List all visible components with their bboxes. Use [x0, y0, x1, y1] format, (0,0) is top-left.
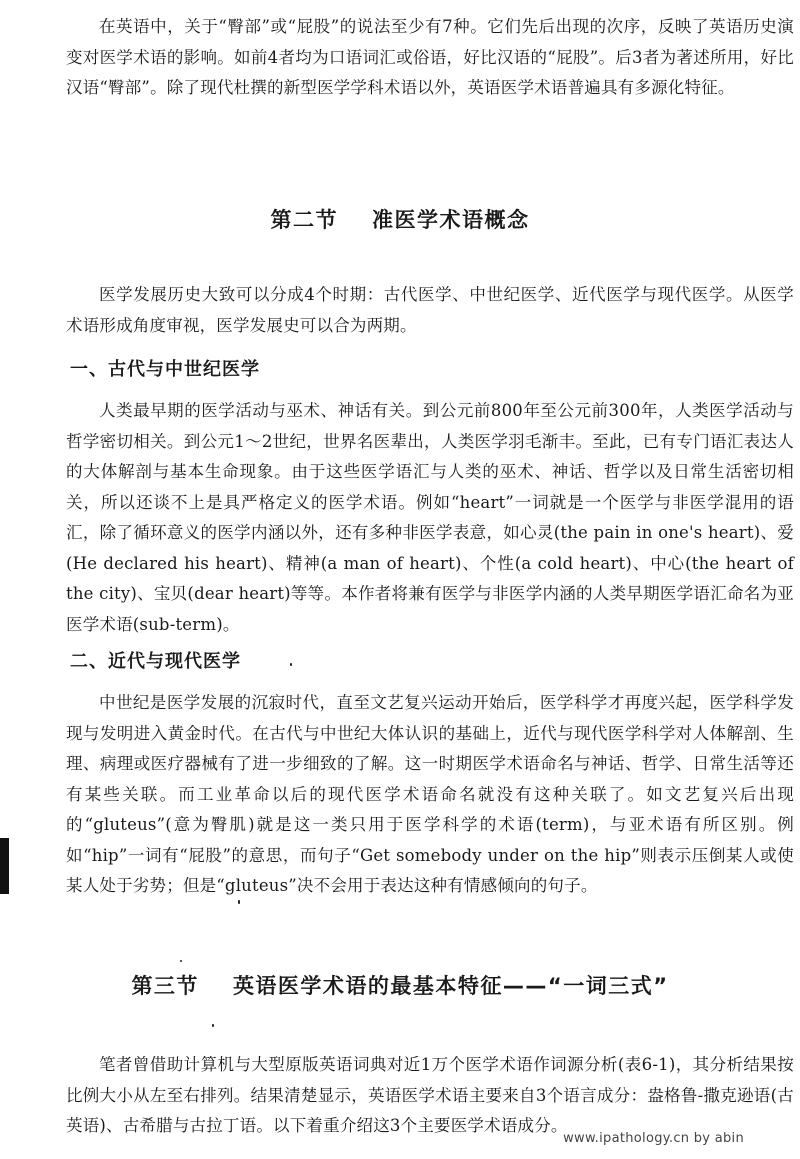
section-3-number: 第三节 — [131, 974, 199, 998]
scan-speck — [212, 1024, 214, 1027]
section-3-paragraph: 笔者曾借助计算机与大型原版英语词典对近1万个医学术语作词源分析(表6-1)，其分析结果按比例大小从左至右排列。结果清楚显示，英语医学术语主要来自3个语言成分：盎格鲁-撒克逊语(古英语)、古希腊与古拉丁语。以下着重介绍这3个主要医学术语成分。 — [66, 1055, 794, 1135]
section-3-heading — [0, 970, 800, 1000]
subsection-1-heading: 一、古代与中世纪医学 — [70, 359, 260, 380]
intro-paragraph: 在英语中，关于“臀部”或“屁股”的说法至少有7种。它们先后出现的次序，反映了英语历史演变对医学术语的影响。如前4者均为口语词汇或俗语，好比汉语的“屁股”。后3者为著述所用，好比汉语“臀部”。除了现代杜撰的新型医学学科术语以外，英语医学术语普遍具有多源化特征。 — [66, 17, 794, 97]
section-2-intro-paragraph: 医学发展历史大致可以分成4个时期：古代医学、中世纪医学、近代医学与现代医学。从医学术语形成角度审视，医学发展史可以合为两期。 — [66, 285, 794, 335]
scan-margin-mark — [0, 838, 9, 894]
watermark-text: www.ipathology.cn by abin — [563, 1131, 744, 1146]
subsection-2-paragraph: 中世纪是医学发展的沉寂时代，直至文艺复兴运动开始后，医学科学才再度兴起，医学科学发现与发明进入黄金时代。在古代与中世纪大体认识的基础上，近代与现代医学科学对人体解剖、生理、病理或医疗器械有了进一步细致的了解。这一时期医学术语命名与神话、哲学、日常生活等还有某些关联。而工业革命以后的现代医学术语命名就没有这种关联了。如文艺复兴后出现的“gluteus”(意为臀肌)就是这一类只用于医学科学的术语(term)，与亚术语有所区别。例如“hip”一词有“屁股”的意思，而句子“Get somebody under on the hip”则表示压倒某人或使某人处于劣势；但是“gluteus”决不会用于表达这种有情感倾向的句子。 — [66, 693, 794, 895]
section-2-title: 准医学术语概念 — [372, 208, 530, 232]
section-3-title: 英语医学术语的最基本特征——“一词三式” — [232, 974, 669, 998]
scan-speck — [180, 960, 182, 962]
subsection-2-heading: 二、近代与现代医学 — [70, 651, 241, 672]
scan-speck — [290, 663, 292, 666]
section-2-number: 第二节 — [270, 208, 338, 232]
section-2-heading — [0, 204, 800, 234]
scan-speck — [238, 900, 240, 904]
subsection-1-paragraph: 人类最早期的医学活动与巫术、神话有关。到公元前800年至公元前300年，人类医学活动与哲学密切相关。到公元1～2世纪，世界名医辈出，人类医学羽毛渐丰。至此，已有专门语汇表达人的大体解剖与基本生命现象。由于这些医学语汇与人类的巫术、神话、哲学以及日常生活密切相关，所以还谈不上是具严格定义的医学术语。例如“heart”一词就是一个医学与非医学混用的语汇，除了循环意义的医学内涵以外，还有多种非医学表意，如心灵(the pain in one's heart)、爱(He declared his heart)、精神(a man of heart)、个性(a cold heart)、中心(the heart of the city)、宝贝(dear heart)等等。本作者将兼有医学与非医学内涵的人类早期医学语汇命名为亚医学术语(sub-term)。 — [66, 401, 794, 634]
